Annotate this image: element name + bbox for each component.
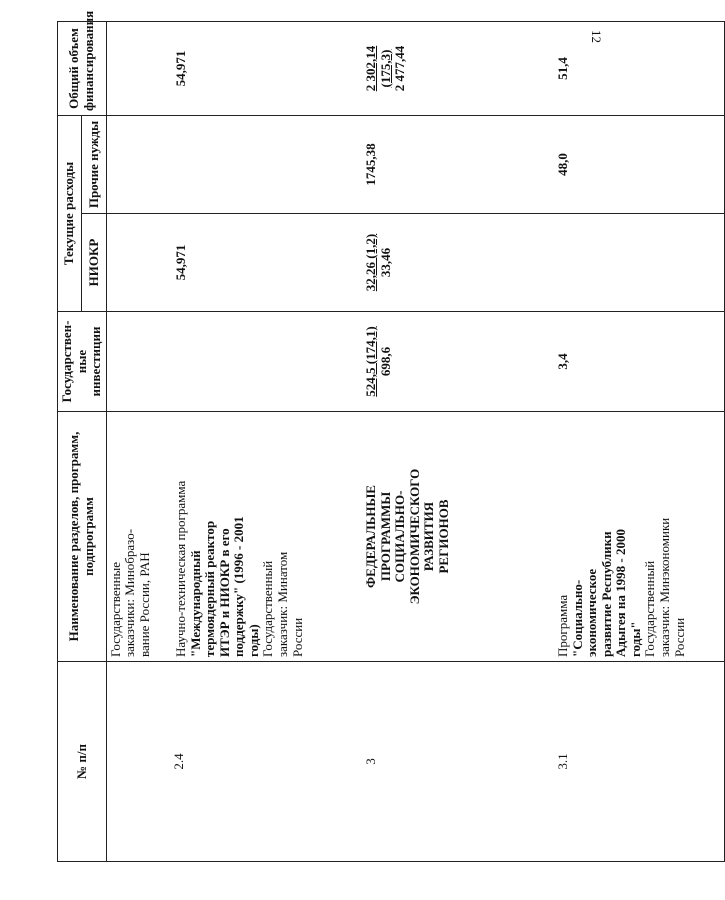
row-name-line: "Социально-	[569, 579, 585, 657]
row-name-line: Государственный	[642, 560, 658, 657]
row-niokr-value: 32,26 (1,2)	[363, 233, 379, 292]
row-num: 3	[362, 662, 554, 862]
row-name-line: РЕГИОНОВ	[435, 499, 451, 574]
row-name-line: годы"	[627, 621, 643, 657]
row-other	[172, 116, 362, 214]
row-name-line: Программа	[555, 594, 571, 657]
row-name-line: "Международный	[187, 550, 203, 657]
row-niokr	[554, 214, 724, 312]
row-name	[172, 412, 362, 662]
row-niokr	[362, 214, 554, 312]
row-name-line: России	[289, 617, 305, 657]
header-total: Общий объем финансирования	[58, 22, 107, 116]
row-state-invest	[172, 312, 362, 412]
row-total	[106, 22, 172, 116]
row-other: 1745,38	[362, 116, 554, 214]
row-name-line: развитие Республики	[598, 531, 614, 657]
header-name: Наименование разделов, программ, подпрограмм	[58, 412, 107, 662]
header-current: Текущие расходы	[58, 116, 82, 312]
row-name-line: ИТЭР и НИОКР в его	[216, 528, 232, 657]
row-total: 54,971	[172, 22, 362, 116]
row-name-line: России	[671, 617, 687, 657]
row-name-line: ЭКОНОМИЧЕСКОГО	[406, 468, 422, 605]
row-name-line: Государственный	[260, 560, 276, 657]
row-name-line: Государственные	[107, 561, 123, 657]
header-other: Прочие нужды	[82, 116, 106, 214]
header-num: № п/п	[58, 662, 107, 862]
row-name-line: заказчики: Минобразо-	[122, 528, 138, 657]
row-niokr	[106, 214, 172, 312]
row-name	[106, 412, 172, 662]
row-name-line: годы)	[245, 624, 261, 657]
row-name-line: термоядерный реактор	[202, 520, 218, 657]
row-name-line: заказчик: Минатом	[274, 551, 290, 657]
row-num: 3.1	[554, 662, 724, 862]
row-name-line: РАЗВИТИЯ	[421, 501, 437, 572]
table-row	[106, 22, 172, 862]
page-number: 12	[589, 30, 604, 43]
row-name-line: ФЕДЕРАЛЬНЫЕ	[363, 485, 379, 588]
row-state-invest-value: 524,5 (174,1)	[363, 326, 379, 397]
table-row	[362, 22, 554, 862]
financing-table	[57, 10, 725, 862]
row-name-line: экономическое	[584, 568, 600, 657]
row-num: 2.4	[172, 662, 362, 862]
header-niokr: НИОКР	[82, 214, 106, 312]
row-niokr: 54,971	[172, 214, 362, 312]
table-row	[554, 22, 724, 862]
header-state-invest: Государствен-ные инвестиции	[58, 312, 107, 412]
row-name-line: поддержку" (1996 - 2001	[231, 516, 247, 657]
row-niokr-total: 33,46	[377, 247, 393, 278]
row-name-line: Адыгея на 1998 - 2000	[613, 529, 629, 657]
row-other: 48,0	[554, 116, 724, 214]
row-total-value: 2 302,14 (175,3)	[363, 45, 393, 92]
row-other	[106, 116, 172, 214]
row-num	[106, 662, 172, 862]
row-name-line: вание России, РАН	[136, 552, 152, 657]
row-state-invest: 3,4	[554, 312, 724, 412]
row-state-invest	[106, 312, 172, 412]
row-total	[362, 22, 554, 116]
row-state-invest	[362, 312, 554, 412]
rotated-table-wrapper	[57, 10, 687, 862]
table-row	[172, 22, 362, 862]
row-name-line: СОЦИАЛЬНО-	[392, 490, 408, 583]
row-name-line: ПРОГРАММЫ	[377, 491, 393, 582]
row-name	[554, 412, 724, 662]
row-state-invest-total: 698,6	[377, 346, 393, 377]
row-name-line: заказчик: Минэкономики	[656, 517, 672, 657]
row-name	[362, 412, 554, 662]
row-total: 51,4	[554, 22, 724, 116]
row-total-sum: 2 477,44	[392, 45, 408, 92]
row-name-line: Научно-техническая программа	[173, 480, 189, 657]
